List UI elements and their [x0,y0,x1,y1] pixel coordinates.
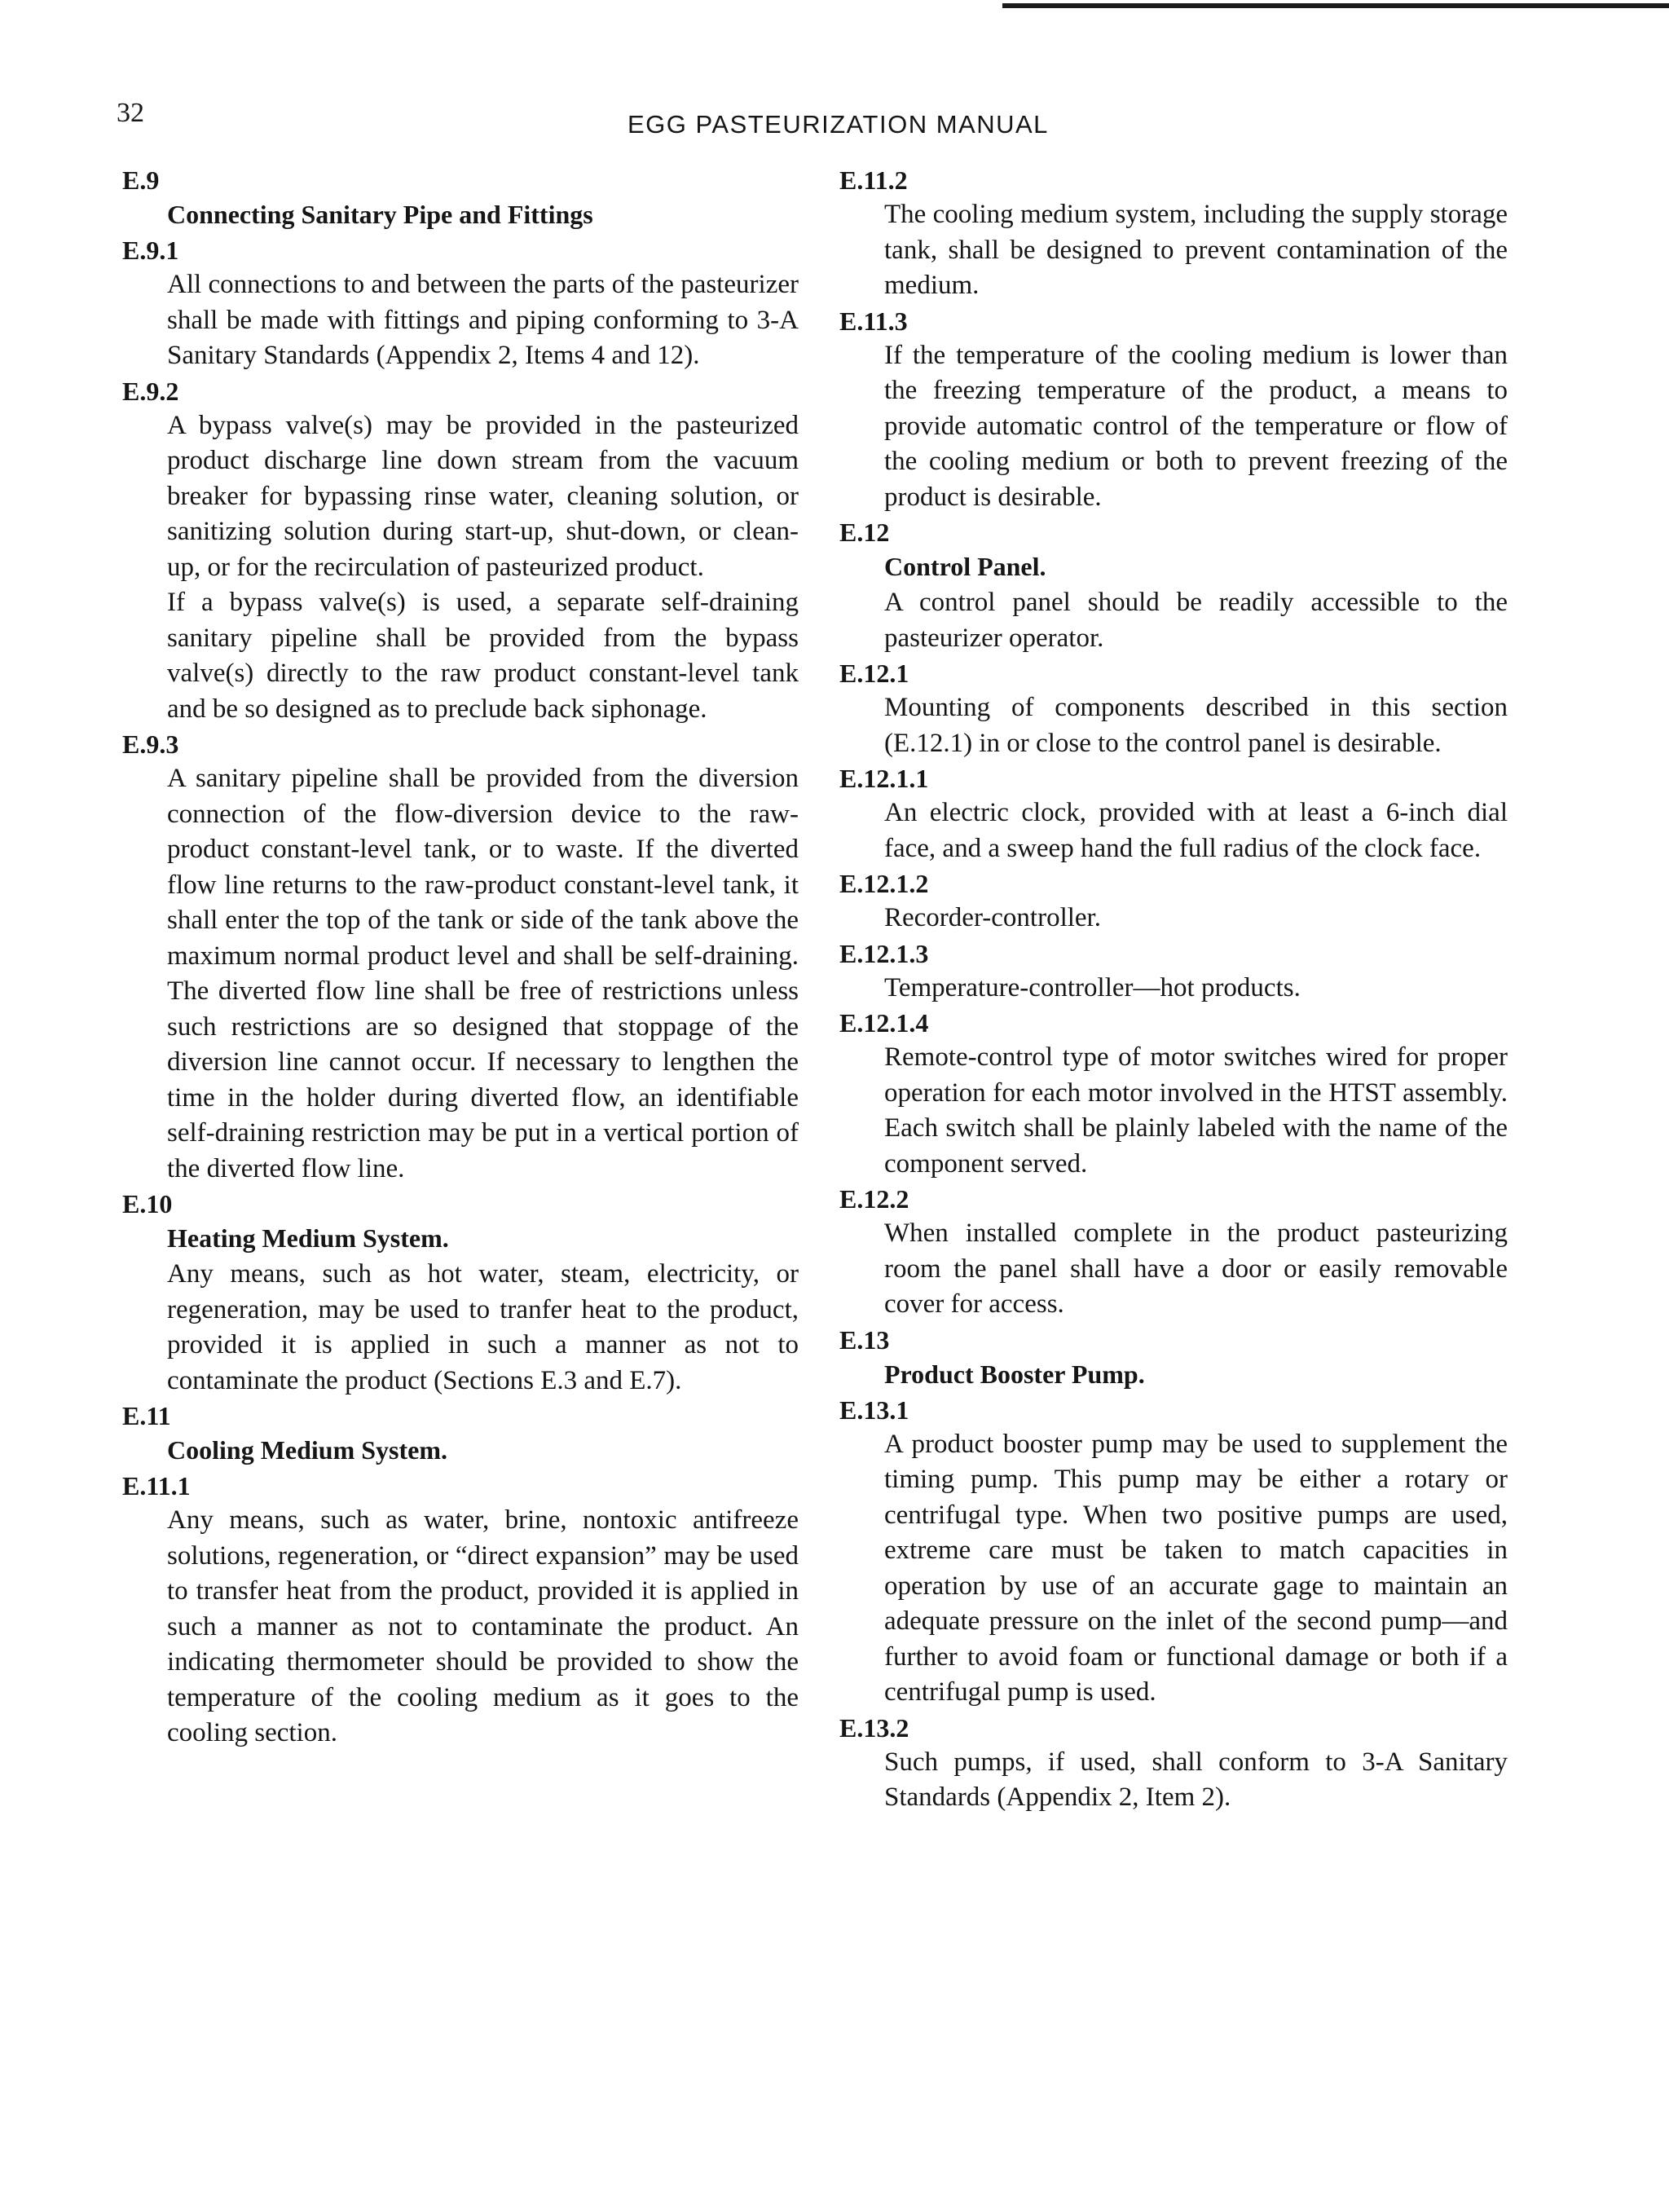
section-body [884,1216,1508,1323]
section-body [884,197,1508,304]
left-column [122,163,799,1752]
section-number: E.13 [839,1324,890,1355]
section [122,233,799,374]
paragraph: A sanitary pipeline shall be provided from the diversion connection of the flow-diversion device to the raw-product constant-level tank, or to waste. If the diverted flow line returns to the raw-product constant-level tank, it shall enter the top of the tank or side of the tank above the maximum normal product level and shall be self-draining. The diverted flow line shall be free of restrictions unless such restrictions are so designed that stoppage of the diversion line cannot occur. If necessary to lengthen the time in the holder during diverted flow, an identifiable self-draining restriction may be put in a vertical portion of the diverted flow line. [167,764,799,1183]
section-number: E.12.1.2 [839,869,929,898]
paragraph: The cooling medium system, including the supply storage tank, shall be designed to prevent contamination of the medium. [884,200,1508,300]
running-title: EGG PASTEURIZATION MANUAL [628,110,1049,139]
section [839,1711,1508,1816]
section-body [167,1503,799,1752]
section-body [167,267,799,374]
section-number: E.11 [122,1401,171,1430]
paragraph: All connections to and between the parts of the pasteurizer shall be made with fittings and piping conforming to 3-A Sanitary Standards (Appendix 2, Items 4 and 12). [167,270,799,370]
section [839,515,1508,656]
right-column [839,163,1508,1816]
paragraph: A control panel should be readily accessible to the pasteurizer operator. [884,588,1508,653]
paragraph: Remote-control type of motor switches wired for proper operation for each motor involved in the HTST assembly. Each switch shall be plainly labeled with the name of the component served. [884,1042,1508,1179]
section-body [884,585,1508,656]
paragraph: Temperature-controller—hot products. [884,972,1301,1002]
section-title: Connecting Sanitary Pipe and Fittings [167,200,593,229]
paragraph: If the temperature of the cooling medium is lower than the freezing temperature of the product, a means to provide automatic control of the temperature or flow of the cooling medium or both to prevent freezing of the product is desirable. [884,340,1508,512]
paragraph: A bypass valve(s) may be provided in the pasteurized product discharge line down stream from the vacuum breaker for bypassing rinse water, cleaning solution, or sanitizing solution during start-up, shut-down, or clean-up, or for the recirculation of pasteurized product. [167,410,799,582]
section [122,727,799,1187]
section [839,163,1508,304]
section-body [884,901,1508,936]
section-body [884,1427,1508,1711]
top-rule [1002,3,1669,8]
section [839,656,1508,761]
section-body [167,1257,799,1399]
section-number: E.12.1.3 [839,938,929,968]
section [839,1393,1508,1711]
section [839,936,1508,1007]
section-number: E.12.2 [839,1184,909,1214]
section-number: E.12.1.4 [839,1008,929,1038]
section-title: Control Panel. [884,552,1046,581]
section-number: E.13.2 [839,1712,909,1743]
paragraph: Mounting of components described in this section (E.12.1) in or close to the control panel is desirable. [884,693,1508,758]
paragraph: Such pumps, if used, shall conform to 3-A Sanitary Standards (Appendix 2, Item 2). [884,1747,1508,1812]
section-number: E.9.2 [122,376,179,406]
paragraph: Any means, such as hot water, steam, electricity, or regeneration, may be used to tranfer heat to the product, provided it is applied in such a manner as not to contaminate the product (Sections E.3 and E.7). [167,1259,799,1395]
section-number: E.12.1 [839,659,909,688]
section-number: E.9.1 [122,236,179,265]
section-body [167,761,799,1187]
section-title: Cooling Medium System. [167,1435,447,1465]
paragraph: When installed complete in the product pasteurizing room the panel shall have a door or easily removable cover for access. [884,1218,1508,1319]
section-body [884,795,1508,866]
page-number: 32 [117,98,144,128]
section-number: E.11.2 [839,165,908,195]
section [839,866,1508,936]
section [122,1399,799,1469]
section [839,1182,1508,1323]
section-title: Product Booster Pump. [884,1359,1145,1389]
section-body [884,1040,1508,1182]
paragraph: A product booster pump may be used to supplement the timing pump. This pump may be either a rotary or centrifugal type. When two positive pumps are used, extreme care must be taken to match capacities in operation by use of an accurate gage to maintain an adequate pressure on the inlet of the second pump—and further to avoid foam or functional damage or both if a centrifugal pump is used. [884,1429,1508,1707]
section-number: E.10 [122,1189,173,1218]
section-body [884,1745,1508,1816]
section-number: E.9.3 [122,729,179,759]
section-title: Heating Medium System. [167,1223,449,1253]
section-body [884,338,1508,516]
section [839,1006,1508,1182]
section [122,374,799,728]
section-body [167,408,799,728]
section-number: E.11.3 [839,306,908,336]
section [839,304,1508,516]
section-body [884,971,1508,1007]
paragraph: If a bypass valve(s) is used, a separate self-draining sanitary pipeline shall be provided from the bypass valve(s) directly to the raw product constant-level tank and be so designed as to preclude back siphonage. [167,588,799,724]
section [839,761,1508,866]
paragraph: Recorder-controller. [884,903,1101,932]
section-number: E.13.1 [839,1395,909,1425]
section [122,163,799,233]
section-number: E.9 [122,165,160,195]
section-body [884,690,1508,761]
paragraph: An electric clock, provided with at least a 6-inch dial face, and a sweep hand the full radius of the clock face. [884,798,1508,863]
section [839,1323,1508,1393]
section [122,1187,799,1399]
section-number: E.12 [839,518,890,547]
paragraph: Any means, such as water, brine, nontoxic antifreeze solutions, regeneration, or “direct expansion” may be used to transfer heat from the product, provided it is applied in such a manner as not to contaminate the product. An indicating thermometer should be provided to show the temperature of the cooling medium as it goes to the cooling section. [167,1505,799,1747]
section [122,1469,799,1752]
section-number: E.12.1.1 [839,764,929,793]
section-number: E.11.1 [122,1471,191,1500]
